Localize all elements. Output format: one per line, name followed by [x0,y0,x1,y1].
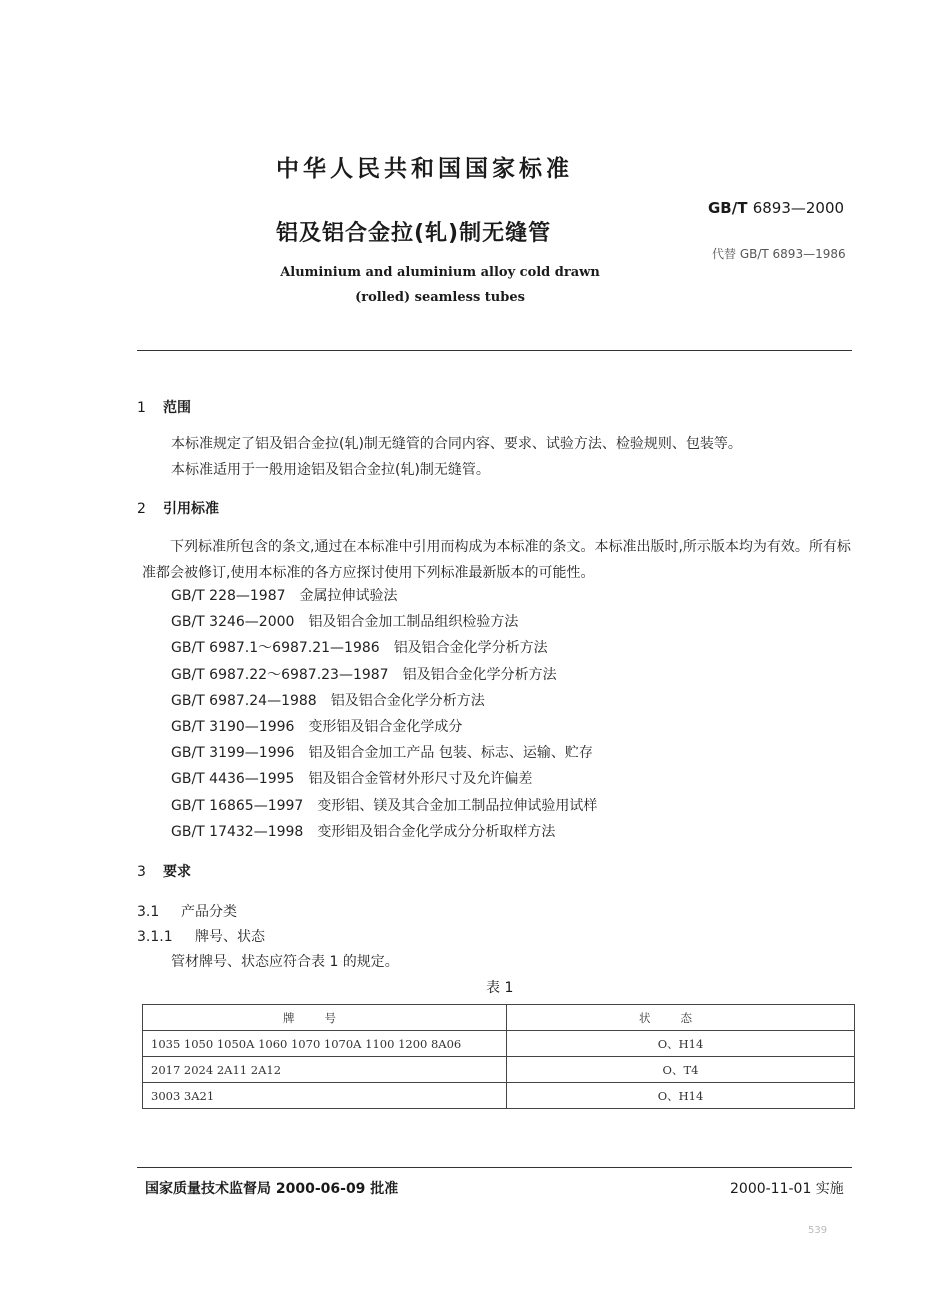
section-1-heading [137,397,191,417]
section-3-number: 3 [137,864,146,880]
reference-item [171,793,597,819]
section-2-intro: 下列标准所包含的条文,通过在本标准中引用而构成为本标准的条文。本标准出版时,所示版本均为有效。所有标准都会被修订,使用本标准的各方应探讨使用下列标准最新版本的可能性。 [142,539,851,581]
section-1-paragraph-1: 本标准规定了铝及铝合金拉(轧)制无缝管的合同内容、要求、试验方法、检验规则、包装等。 [171,436,742,452]
grade-cell: 1035 1050 1050A 1060 1070 1070A 1100 1200 8A06 [143,1031,507,1057]
reference-code: GB/T 6987.22～6987.23—1987 [171,666,389,683]
header-divider [137,350,852,351]
section-2-heading [137,498,219,518]
reference-code: GB/T 6987.24—1988 [171,692,317,709]
section-3-1-heading [137,901,237,921]
table-row [143,1031,855,1057]
state-cell: O、H14 [507,1031,855,1057]
section-3-heading [137,861,191,881]
section-1-title: 范围 [163,400,191,416]
reference-name: 变形铝、镁及其合金加工制品拉伸试验用试样 [317,797,598,814]
reference-code: GB/T 228—1987 [171,588,286,604]
section-3-1-1-heading [137,926,265,946]
reference-code: GB/T 16865—1997 [171,797,304,814]
section-3-1-number: 3.1 [137,904,160,920]
footer-divider [137,1167,852,1168]
page-number: 539 [808,1225,828,1236]
column-header-state: 状态 [507,1005,855,1031]
reference-item [171,609,597,635]
section-3-title: 要求 [163,864,191,880]
replaces-standard: 代替 GB/T 6893—1986 [712,247,846,261]
referenced-standards-list [171,583,597,845]
reference-name: 铝及铝合金管材外形尺寸及允许偏差 [308,771,533,788]
reference-code: GB/T 3190—1996 [171,719,295,736]
reference-code: GB/T 3199—1996 [171,745,295,762]
reference-name: 铝及铝合金化学分析方法 [330,692,485,709]
effective-date: 2000-11-01 实施 [730,1181,844,1197]
reference-item [171,688,597,714]
table-row [143,1083,855,1109]
grade-state-table [142,1004,855,1109]
reference-name: 金属拉伸试验法 [299,588,398,604]
section-3-1-title: 产品分类 [181,904,237,920]
document-title-cn: 铝及铝合金拉(轧)制无缝管 [276,221,552,246]
reference-name: 铝及铝合金加工产品 包装、标志、运输、贮存 [308,745,593,762]
section-3-1-1-text: 管材牌号、状态应符合表 1 的规定。 [171,954,399,970]
section-1-number: 1 [137,400,146,416]
reference-name: 铝及铝合金化学分析方法 [402,666,557,683]
national-standard-title: 中华人民共和国国家标准 [276,156,573,182]
standard-code [708,199,844,217]
reference-name: 变形铝及铝合金化学成分 [308,719,463,736]
reference-code: GB/T 3246—2000 [171,614,295,631]
reference-item [171,662,597,688]
document-title-en-line2: (rolled) seamless tubes [355,290,525,305]
reference-code: GB/T 17432—1998 [171,823,304,840]
reference-code: GB/T 4436—1995 [171,771,295,788]
issued-by-date: 国家质量技术监督局 2000-06-09 批准 [145,1181,399,1197]
reference-code: GB/T 6987.1～6987.21—1986 [171,640,380,657]
reference-item [171,819,597,845]
reference-name: 铝及铝合金化学分析方法 [393,640,548,657]
section-2-title: 引用标准 [163,501,219,517]
state-cell: O、T4 [507,1057,855,1083]
reference-item [171,583,597,609]
section-1-paragraph-2: 本标准适用于一般用途铝及铝合金拉(轧)制无缝管。 [171,462,490,478]
column-header-grade: 牌号 [143,1005,507,1031]
reference-item [171,740,597,766]
state-cell: O、H14 [507,1083,855,1109]
table-1-caption: 表 1 [486,980,514,996]
reference-name: 变形铝及铝合金化学成分分析取样方法 [317,823,556,840]
table-header-row [143,1005,855,1031]
section-3-1-1-number: 3.1.1 [137,929,173,945]
reference-item [171,766,597,792]
standard-code-prefix: GB/T [708,199,748,217]
section-3-1-1-title: 牌号、状态 [195,929,265,945]
section-2-number: 2 [137,501,146,517]
reference-item [171,635,597,661]
grade-cell: 2017 2024 2A11 2A12 [143,1057,507,1083]
reference-name: 铝及铝合金加工制品组织检验方法 [308,614,519,631]
grade-cell: 3003 3A21 [143,1083,507,1109]
standard-code-number: 6893—2000 [752,199,845,217]
reference-item [171,714,597,740]
document-title-en-line1: Aluminium and aluminium alloy cold drawn [280,265,600,280]
table-row [143,1057,855,1083]
